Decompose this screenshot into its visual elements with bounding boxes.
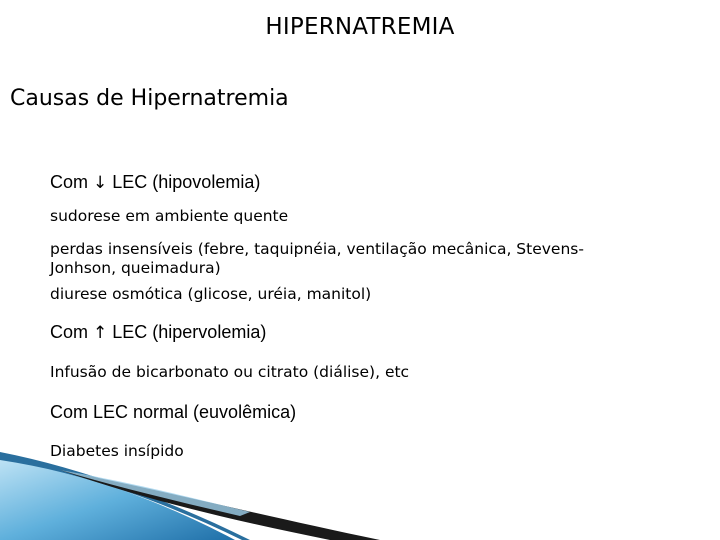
- arrow-down-icon: ↓: [93, 173, 108, 193]
- arrow-up-icon: ↑: [93, 323, 108, 343]
- heading-prefix: Com: [50, 172, 94, 192]
- slide-subtitle: Causas de Hipernatremia: [10, 86, 289, 111]
- section-heading-hypervolemia: [50, 322, 266, 343]
- list-item: Infusão de bicarbonato ou citrato (diálise), etc: [50, 363, 410, 381]
- list-item: perdas insensíveis (febre, taquipnéia, ventilação mecânica, Stevens-Jonhson, queimadura): [50, 240, 584, 277]
- slide-title: HIPERNATREMIA: [265, 14, 455, 40]
- heading-prefix: Com: [50, 322, 94, 342]
- section-heading-euvolemia: Com LEC normal (euvolêmica): [50, 402, 297, 422]
- heading-text: LEC (hipervolemia): [107, 322, 267, 342]
- list-item: sudorese em ambiente quente: [50, 207, 289, 225]
- section-heading-hypovolemia: [50, 172, 260, 193]
- heading-text: LEC (hipovolemia): [107, 172, 261, 192]
- list-item: diurese osmótica (glicose, uréia, manitol): [50, 285, 372, 303]
- list-item: Diabetes insípido: [50, 442, 184, 460]
